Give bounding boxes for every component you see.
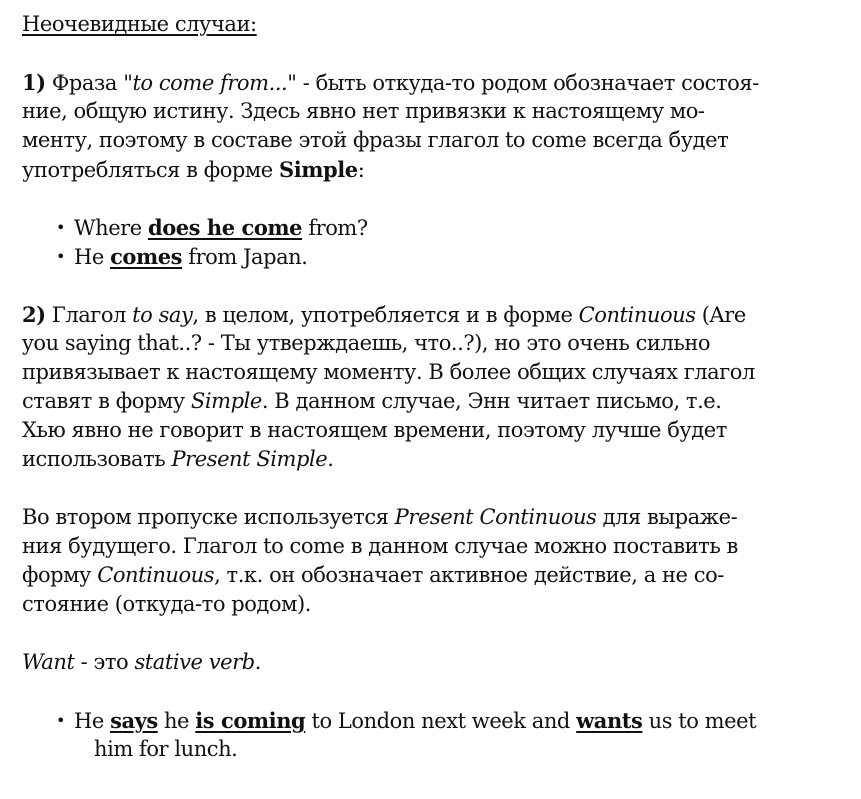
example-text: to London next week and (305, 709, 577, 733)
example-item-2 (22, 242, 852, 271)
term-stative-verb: stative verb (134, 650, 255, 674)
text-run: Глагол (45, 303, 133, 327)
text-run: . В данном случае, Энн читает письмо, т.е. (261, 389, 722, 413)
text-run: - это (74, 650, 135, 674)
spacer (22, 39, 852, 68)
section2-number: 2) (22, 302, 46, 327)
term-simple: Simple (190, 389, 262, 413)
term-continuous: Continuous (578, 303, 696, 327)
section1-line4 (22, 155, 852, 184)
text-run: Во втором пропуске используется (22, 505, 395, 529)
document-body (22, 10, 852, 764)
section3-line4: стояние (откуда-то родом). (22, 592, 311, 616)
simple-term: Simple (279, 157, 358, 182)
spacer (22, 271, 852, 300)
example-text: Where (74, 216, 148, 240)
text-run: : (357, 158, 365, 182)
example-text: from Japan. (182, 245, 308, 269)
section1-line3: менту, поэтому в составе этой фразы глагол to come всегда будет (22, 128, 729, 152)
section2-line1 (22, 300, 852, 329)
example-text: he (157, 709, 196, 733)
example-highlight-says: says (110, 708, 158, 733)
term-present-continuous: Present Continuous (394, 505, 597, 529)
spacer (22, 677, 852, 706)
example-highlight: comes (110, 244, 183, 269)
text-run: . (327, 447, 334, 471)
example-item-3 (22, 706, 852, 735)
section2-line4 (22, 387, 852, 416)
section1-line2: ние, общую истину. Здесь явно нет привязки к настоящему мо- (22, 99, 705, 123)
section1-line1 (22, 68, 852, 97)
example-highlight-wants: wants (576, 708, 643, 733)
section3-line2: ния будущего. Глагол to come в данном случае можно поставить в (22, 534, 738, 558)
section1-number: 1) (22, 70, 46, 95)
bullet-icon: • (56, 218, 65, 237)
example-highlight: does he come (147, 215, 303, 240)
example-item-1 (22, 213, 852, 242)
term-want: Want (22, 650, 75, 674)
phrase-to-come-from: "to come from..." (123, 71, 297, 95)
section3-line3 (22, 561, 852, 590)
bullet-icon: • (56, 247, 65, 266)
section2-line6 (22, 445, 852, 474)
text-run: форму (22, 563, 98, 587)
text-run: , т.к. он обозначает активное действие, а не со- (214, 563, 724, 587)
heading: Неочевидные случаи: (22, 12, 257, 36)
section2-line2: you saying that..? - Ты утверждаешь, что..?), но это очень сильно (22, 331, 711, 355)
bullet-icon: • (56, 711, 65, 730)
example-text: us to meet (642, 709, 757, 733)
text-run: Фраза (45, 71, 124, 95)
spacer (22, 184, 852, 213)
term-present-simple: Present Simple (171, 447, 328, 471)
spacer (22, 474, 852, 503)
text-run: (Are (695, 303, 746, 327)
section2-line5: Хью явно не говорит в настоящем времени, поэтому лучше будет (22, 418, 727, 442)
example-text: He (74, 245, 111, 269)
text-run: , в целом, употребляется и в форме (192, 303, 579, 327)
example-highlight-is-coming: is coming (195, 708, 306, 733)
text-run: использовать (22, 447, 172, 471)
example-text: He (74, 709, 111, 733)
section3-line1 (22, 503, 852, 532)
section4-line (22, 648, 852, 677)
term-continuous: Continuous (97, 563, 215, 587)
example-item-3-continuation: him for lunch. (94, 737, 238, 761)
text-run: ставят в форму (22, 389, 191, 413)
term-to-say: to say (132, 303, 193, 327)
text-run: . (254, 650, 261, 674)
spacer (22, 619, 852, 648)
section2-line3: привязывает к настоящему моменту. В более общих случаях глагол (22, 360, 755, 384)
text-run: - быть откуда-то родом обозначает состоя- (296, 71, 759, 95)
text-run: употребляться в форме (22, 158, 280, 182)
example-text: from? (302, 216, 368, 240)
heading-line (22, 10, 852, 39)
text-run: для выраже- (596, 505, 738, 529)
